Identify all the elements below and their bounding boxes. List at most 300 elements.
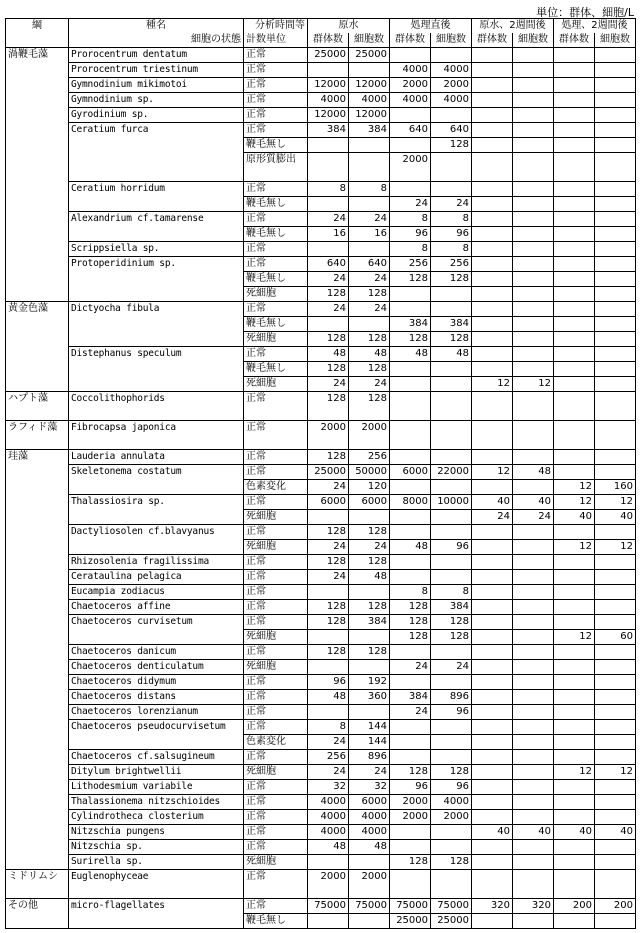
class-cell bbox=[6, 810, 69, 825]
table-row bbox=[6, 138, 636, 153]
table-row bbox=[6, 735, 636, 750]
cell-count-cell: 48 bbox=[431, 347, 472, 362]
cell-count-cell: 128 bbox=[349, 332, 390, 347]
condition-cell: 正常 bbox=[244, 780, 308, 795]
cell-count-cell bbox=[595, 870, 636, 899]
colony-count-cell bbox=[472, 257, 513, 272]
colony-count-cell: 12 bbox=[554, 540, 595, 555]
table-row bbox=[6, 615, 636, 630]
colony-count-cell bbox=[308, 242, 349, 257]
header-count-unit: 計数単位 bbox=[244, 33, 308, 48]
table-row bbox=[6, 795, 636, 810]
condition-cell: 正常 bbox=[244, 495, 308, 510]
table-row bbox=[6, 78, 636, 93]
colony-count-cell bbox=[554, 48, 595, 63]
cell-count-cell bbox=[595, 645, 636, 660]
cell-count-cell bbox=[595, 93, 636, 108]
cell-count-cell bbox=[595, 287, 636, 302]
cell-count-cell: 896 bbox=[431, 690, 472, 705]
table-row bbox=[6, 302, 636, 317]
cell-count-cell bbox=[595, 795, 636, 810]
cell-count-cell bbox=[595, 138, 636, 153]
table-row bbox=[6, 421, 636, 450]
table-row bbox=[6, 123, 636, 138]
colony-count-cell bbox=[472, 78, 513, 93]
cell-count-cell bbox=[595, 123, 636, 138]
cell-count-cell: 48 bbox=[349, 347, 390, 362]
colony-count-cell bbox=[554, 317, 595, 332]
cell-count-cell: 10000 bbox=[431, 495, 472, 510]
colony-count-cell: 8 bbox=[308, 182, 349, 197]
cell-count-cell: 24 bbox=[349, 212, 390, 227]
colony-count-cell bbox=[308, 914, 349, 929]
colony-count-cell bbox=[472, 705, 513, 720]
colony-count-cell bbox=[472, 182, 513, 197]
cell-count-cell bbox=[513, 197, 554, 212]
cell-count-cell bbox=[513, 362, 554, 377]
cell-count-cell bbox=[595, 615, 636, 630]
colony-count-cell bbox=[390, 720, 431, 735]
colony-count-cell bbox=[554, 675, 595, 690]
colony-count-cell: 25000 bbox=[308, 465, 349, 480]
cell-count-cell: 360 bbox=[349, 690, 390, 705]
class-cell bbox=[6, 660, 69, 675]
species-cell: Dictyocha fibula bbox=[69, 302, 244, 317]
colony-count-cell: 200 bbox=[554, 899, 595, 914]
condition-cell: 死細胞 bbox=[244, 510, 308, 525]
condition-cell: 正常 bbox=[244, 78, 308, 93]
class-cell bbox=[6, 510, 69, 525]
cell-count-cell bbox=[595, 197, 636, 212]
colony-count-cell: 24 bbox=[472, 510, 513, 525]
class-cell bbox=[6, 705, 69, 720]
colony-count-cell: 128 bbox=[390, 765, 431, 780]
colony-count-cell bbox=[554, 227, 595, 242]
colony-count-cell bbox=[390, 377, 431, 392]
table-row bbox=[6, 600, 636, 615]
class-cell bbox=[6, 630, 69, 645]
colony-count-cell bbox=[472, 93, 513, 108]
species-cell: Ditylum brightwellii bbox=[69, 765, 244, 780]
colony-count-cell: 128 bbox=[390, 600, 431, 615]
colony-count-cell: 128 bbox=[308, 362, 349, 377]
cell-count-cell bbox=[595, 690, 636, 705]
colony-count-cell bbox=[472, 287, 513, 302]
class-cell bbox=[6, 480, 69, 495]
colony-count-cell bbox=[472, 242, 513, 257]
class-cell bbox=[6, 840, 69, 855]
colony-count-cell: 96 bbox=[390, 780, 431, 795]
header-sub-cell: 細胞数 bbox=[431, 33, 472, 48]
colony-count-cell: 24 bbox=[390, 705, 431, 720]
cell-count-cell bbox=[595, 840, 636, 855]
class-cell bbox=[6, 362, 69, 377]
cell-count-cell bbox=[595, 750, 636, 765]
table-row bbox=[6, 347, 636, 362]
cell-count-cell bbox=[595, 377, 636, 392]
cell-count-cell: 128 bbox=[349, 525, 390, 540]
cell-count-cell bbox=[513, 78, 554, 93]
cell-count-cell bbox=[431, 555, 472, 570]
cell-count-cell: 25000 bbox=[431, 914, 472, 929]
cell-count-cell bbox=[595, 227, 636, 242]
cell-count-cell bbox=[595, 108, 636, 123]
cell-count-cell bbox=[513, 167, 554, 182]
cell-count-cell bbox=[513, 690, 554, 705]
colony-count-cell: 24 bbox=[308, 302, 349, 317]
colony-count-cell bbox=[472, 272, 513, 287]
colony-count-cell bbox=[472, 332, 513, 347]
colony-count-cell bbox=[554, 63, 595, 78]
colony-count-cell: 96 bbox=[390, 227, 431, 242]
colony-count-cell bbox=[554, 108, 595, 123]
class-cell: 渦鞭毛藻 bbox=[6, 48, 69, 63]
condition-cell: 正常 bbox=[244, 212, 308, 227]
species-cell: Chaetoceros affine bbox=[69, 600, 244, 615]
class-cell bbox=[6, 780, 69, 795]
class-cell bbox=[6, 347, 69, 362]
cell-count-cell: 24 bbox=[513, 510, 554, 525]
cell-count-cell: 60 bbox=[595, 630, 636, 645]
cell-count-cell: 2000 bbox=[349, 421, 390, 450]
species-cell: Scrippsiella sp. bbox=[69, 242, 244, 257]
cell-count-cell bbox=[431, 480, 472, 495]
colony-count-cell bbox=[554, 93, 595, 108]
class-cell bbox=[6, 212, 69, 227]
colony-count-cell: 8 bbox=[390, 242, 431, 257]
colony-count-cell bbox=[554, 332, 595, 347]
colony-count-cell bbox=[308, 197, 349, 212]
condition-cell: 鞭毛無し bbox=[244, 138, 308, 153]
cell-count-cell: 12 bbox=[595, 540, 636, 555]
colony-count-cell bbox=[390, 750, 431, 765]
header-species: 種名 bbox=[69, 19, 244, 34]
colony-count-cell bbox=[308, 153, 349, 168]
species-cell: Surirella sp. bbox=[69, 855, 244, 870]
cell-count-cell bbox=[513, 615, 554, 630]
header-cell-state: 細胞の状態 bbox=[69, 33, 244, 48]
species-cell bbox=[69, 480, 244, 495]
condition-cell: 正常 bbox=[244, 825, 308, 840]
class-cell bbox=[6, 153, 69, 168]
table-row bbox=[6, 570, 636, 585]
colony-count-cell: 6000 bbox=[308, 495, 349, 510]
condition-cell: 正常 bbox=[244, 525, 308, 540]
cell-count-cell: 12 bbox=[595, 765, 636, 780]
colony-count-cell: 2000 bbox=[390, 810, 431, 825]
condition-cell: 鞭毛無し bbox=[244, 914, 308, 929]
class-cell bbox=[6, 495, 69, 510]
colony-count-cell: 2000 bbox=[390, 153, 431, 168]
condition-cell: 正常 bbox=[244, 302, 308, 317]
table-row bbox=[6, 675, 636, 690]
condition-cell: 鞭毛無し bbox=[244, 197, 308, 212]
class-cell bbox=[6, 332, 69, 347]
cell-count-cell bbox=[513, 257, 554, 272]
table-row bbox=[6, 705, 636, 720]
cell-count-cell: 120 bbox=[349, 480, 390, 495]
colony-count-cell bbox=[390, 840, 431, 855]
colony-count-cell: 24 bbox=[390, 197, 431, 212]
class-cell bbox=[6, 272, 69, 287]
condition-cell: 鞭毛無し bbox=[244, 272, 308, 287]
cell-count-cell: 25000 bbox=[349, 48, 390, 63]
condition-cell: 正常 bbox=[244, 182, 308, 197]
colony-count-cell: 384 bbox=[390, 690, 431, 705]
colony-count-cell bbox=[554, 272, 595, 287]
colony-count-cell bbox=[472, 421, 513, 450]
cell-count-cell: 40 bbox=[513, 825, 554, 840]
condition-cell: 正常 bbox=[244, 347, 308, 362]
table-row bbox=[6, 108, 636, 123]
cell-count-cell bbox=[513, 750, 554, 765]
colony-count-cell: 32 bbox=[308, 780, 349, 795]
cell-count-cell bbox=[513, 48, 554, 63]
cell-count-cell: 128 bbox=[431, 765, 472, 780]
condition-cell: 正常 bbox=[244, 465, 308, 480]
condition-cell: 正常 bbox=[244, 645, 308, 660]
colony-count-cell bbox=[390, 570, 431, 585]
cell-count-cell bbox=[513, 810, 554, 825]
colony-count-cell bbox=[390, 182, 431, 197]
table-row bbox=[6, 750, 636, 765]
cell-count-cell bbox=[595, 272, 636, 287]
species-cell bbox=[69, 630, 244, 645]
cell-count-cell bbox=[513, 347, 554, 362]
table-row bbox=[6, 63, 636, 78]
colony-count-cell bbox=[472, 795, 513, 810]
cell-count-cell: 144 bbox=[349, 735, 390, 750]
colony-count-cell: 4000 bbox=[390, 93, 431, 108]
condition-cell: 正常 bbox=[244, 600, 308, 615]
header-sub-cell: 細胞数 bbox=[349, 33, 390, 48]
table-row bbox=[6, 780, 636, 795]
colony-count-cell bbox=[390, 675, 431, 690]
species-cell: Alexandrium cf.tamarense bbox=[69, 212, 244, 227]
table-row bbox=[6, 810, 636, 825]
cell-count-cell bbox=[595, 48, 636, 63]
cell-count-cell bbox=[513, 302, 554, 317]
colony-count-cell bbox=[390, 362, 431, 377]
cell-count-cell: 8 bbox=[431, 242, 472, 257]
species-cell bbox=[69, 167, 244, 182]
cell-count-cell bbox=[595, 153, 636, 168]
cell-count-cell: 384 bbox=[349, 615, 390, 630]
class-cell bbox=[6, 750, 69, 765]
colony-count-cell: 128 bbox=[308, 525, 349, 540]
colony-count-cell bbox=[390, 870, 431, 899]
cell-count-cell bbox=[431, 421, 472, 450]
header-sub-cell: 細胞数 bbox=[513, 33, 554, 48]
table-row bbox=[6, 182, 636, 197]
cell-count-cell bbox=[349, 660, 390, 675]
colony-count-cell bbox=[390, 510, 431, 525]
colony-count-cell bbox=[554, 555, 595, 570]
species-cell bbox=[69, 287, 244, 302]
cell-count-cell bbox=[595, 78, 636, 93]
cell-count-cell bbox=[349, 138, 390, 153]
condition-cell: 正常 bbox=[244, 63, 308, 78]
colony-count-cell bbox=[554, 153, 595, 168]
condition-cell: 正常 bbox=[244, 720, 308, 735]
table-row bbox=[6, 197, 636, 212]
cell-count-cell bbox=[513, 153, 554, 168]
colony-count-cell bbox=[308, 167, 349, 182]
colony-count-cell bbox=[308, 630, 349, 645]
header-row-2 bbox=[6, 33, 636, 48]
species-cell: Chaetoceros didymum bbox=[69, 675, 244, 690]
colony-count-cell bbox=[554, 810, 595, 825]
cell-count-cell bbox=[513, 735, 554, 750]
colony-count-cell: 640 bbox=[308, 257, 349, 272]
species-cell bbox=[69, 332, 244, 347]
colony-count-cell: 12000 bbox=[308, 108, 349, 123]
colony-count-cell bbox=[390, 138, 431, 153]
table-row bbox=[6, 48, 636, 63]
species-cell: Lithodesmium variabile bbox=[69, 780, 244, 795]
colony-count-cell: 2000 bbox=[308, 421, 349, 450]
cell-count-cell: 200 bbox=[595, 899, 636, 914]
species-cell bbox=[69, 227, 244, 242]
colony-count-cell bbox=[390, 735, 431, 750]
cell-count-cell bbox=[513, 645, 554, 660]
colony-count-cell bbox=[554, 465, 595, 480]
colony-count-cell bbox=[472, 615, 513, 630]
colony-count-cell bbox=[472, 167, 513, 182]
colony-count-cell bbox=[472, 840, 513, 855]
cell-count-cell: 8 bbox=[349, 182, 390, 197]
header-sub-cell: 細胞数 bbox=[595, 33, 636, 48]
colony-count-cell: 128 bbox=[308, 645, 349, 660]
colony-count-cell: 48 bbox=[308, 347, 349, 362]
cell-count-cell: 40 bbox=[595, 825, 636, 840]
condition-cell: 正常 bbox=[244, 123, 308, 138]
table-row bbox=[6, 287, 636, 302]
class-cell bbox=[6, 227, 69, 242]
colony-count-cell bbox=[308, 660, 349, 675]
condition-cell: 正常 bbox=[244, 108, 308, 123]
colony-count-cell: 128 bbox=[390, 630, 431, 645]
species-cell bbox=[69, 272, 244, 287]
cell-count-cell: 4000 bbox=[349, 93, 390, 108]
colony-count-cell bbox=[554, 212, 595, 227]
cell-count-cell bbox=[595, 465, 636, 480]
cell-count-cell bbox=[513, 123, 554, 138]
colony-count-cell bbox=[472, 525, 513, 540]
cell-count-cell bbox=[431, 167, 472, 182]
class-cell bbox=[6, 377, 69, 392]
cell-count-cell bbox=[513, 93, 554, 108]
table-row bbox=[6, 257, 636, 272]
cell-count-cell: 2000 bbox=[431, 810, 472, 825]
cell-count-cell: 4000 bbox=[431, 795, 472, 810]
colony-count-cell: 24 bbox=[308, 480, 349, 495]
cell-count-cell bbox=[513, 525, 554, 540]
species-cell: micro-flagellates bbox=[69, 899, 244, 914]
colony-count-cell bbox=[472, 540, 513, 555]
species-cell: Cylindrotheca closterium bbox=[69, 810, 244, 825]
colony-count-cell bbox=[472, 63, 513, 78]
cell-count-cell: 4000 bbox=[349, 825, 390, 840]
colony-count-cell bbox=[554, 780, 595, 795]
table-row bbox=[6, 765, 636, 780]
class-cell bbox=[6, 645, 69, 660]
condition-cell: 正常 bbox=[244, 690, 308, 705]
colony-count-cell: 40 bbox=[472, 495, 513, 510]
cell-count-cell bbox=[595, 392, 636, 421]
condition-cell: 正常 bbox=[244, 675, 308, 690]
cell-count-cell: 384 bbox=[431, 317, 472, 332]
colony-count-cell: 12 bbox=[554, 495, 595, 510]
species-cell: Skeletonema costatum bbox=[69, 465, 244, 480]
cell-count-cell bbox=[513, 675, 554, 690]
colony-count-cell bbox=[472, 690, 513, 705]
colony-count-cell bbox=[472, 153, 513, 168]
class-cell bbox=[6, 465, 69, 480]
condition-cell: 正常 bbox=[244, 93, 308, 108]
cell-count-cell bbox=[513, 840, 554, 855]
condition-cell: 正常 bbox=[244, 570, 308, 585]
cell-count-cell bbox=[513, 450, 554, 465]
species-cell: Eucampia zodiacus bbox=[69, 585, 244, 600]
cell-count-cell bbox=[431, 287, 472, 302]
colony-count-cell bbox=[472, 302, 513, 317]
cell-count-cell: 75000 bbox=[431, 899, 472, 914]
colony-count-cell bbox=[390, 450, 431, 465]
class-cell: 黄金色藻 bbox=[6, 302, 69, 317]
species-cell: Thalassiosira sp. bbox=[69, 495, 244, 510]
cell-count-cell bbox=[513, 480, 554, 495]
class-cell bbox=[6, 108, 69, 123]
header-analysis-time: 分析時間等 bbox=[244, 19, 308, 34]
condition-cell: 正常 bbox=[244, 585, 308, 600]
colony-count-cell bbox=[554, 362, 595, 377]
class-cell: その他 bbox=[6, 899, 69, 914]
cell-count-cell bbox=[595, 735, 636, 750]
colony-count-cell bbox=[472, 810, 513, 825]
colony-count-cell: 320 bbox=[472, 899, 513, 914]
cell-count-cell bbox=[513, 392, 554, 421]
colony-count-cell: 12000 bbox=[308, 78, 349, 93]
cell-count-cell: 2000 bbox=[431, 78, 472, 93]
colony-count-cell bbox=[472, 630, 513, 645]
species-cell: Dactyliosolen cf.blavyanus bbox=[69, 525, 244, 540]
colony-count-cell bbox=[554, 525, 595, 540]
cell-count-cell: 2000 bbox=[349, 870, 390, 899]
cell-count-cell: 4000 bbox=[349, 810, 390, 825]
condition-cell: 正常 bbox=[244, 450, 308, 465]
cell-count-cell bbox=[349, 630, 390, 645]
colony-count-cell bbox=[554, 914, 595, 929]
header-sub-colony: 群体数 bbox=[554, 33, 595, 48]
cell-count-cell bbox=[431, 302, 472, 317]
class-cell: ハプト藻 bbox=[6, 392, 69, 421]
colony-count-cell bbox=[472, 392, 513, 421]
condition-cell: 死細胞 bbox=[244, 540, 308, 555]
condition-cell: 鞭毛無し bbox=[244, 362, 308, 377]
table-row bbox=[6, 720, 636, 735]
header-group-treated-2w: 処理、2週間後 bbox=[554, 19, 636, 34]
species-cell: Chaetoceros cf.salsugineum bbox=[69, 750, 244, 765]
colony-count-cell bbox=[554, 302, 595, 317]
class-cell bbox=[6, 242, 69, 257]
cell-count-cell: 256 bbox=[349, 450, 390, 465]
species-cell: Gymnodinium sp. bbox=[69, 93, 244, 108]
colony-count-cell bbox=[554, 450, 595, 465]
colony-count-cell bbox=[472, 735, 513, 750]
colony-count-cell bbox=[554, 735, 595, 750]
cell-count-cell bbox=[349, 63, 390, 78]
